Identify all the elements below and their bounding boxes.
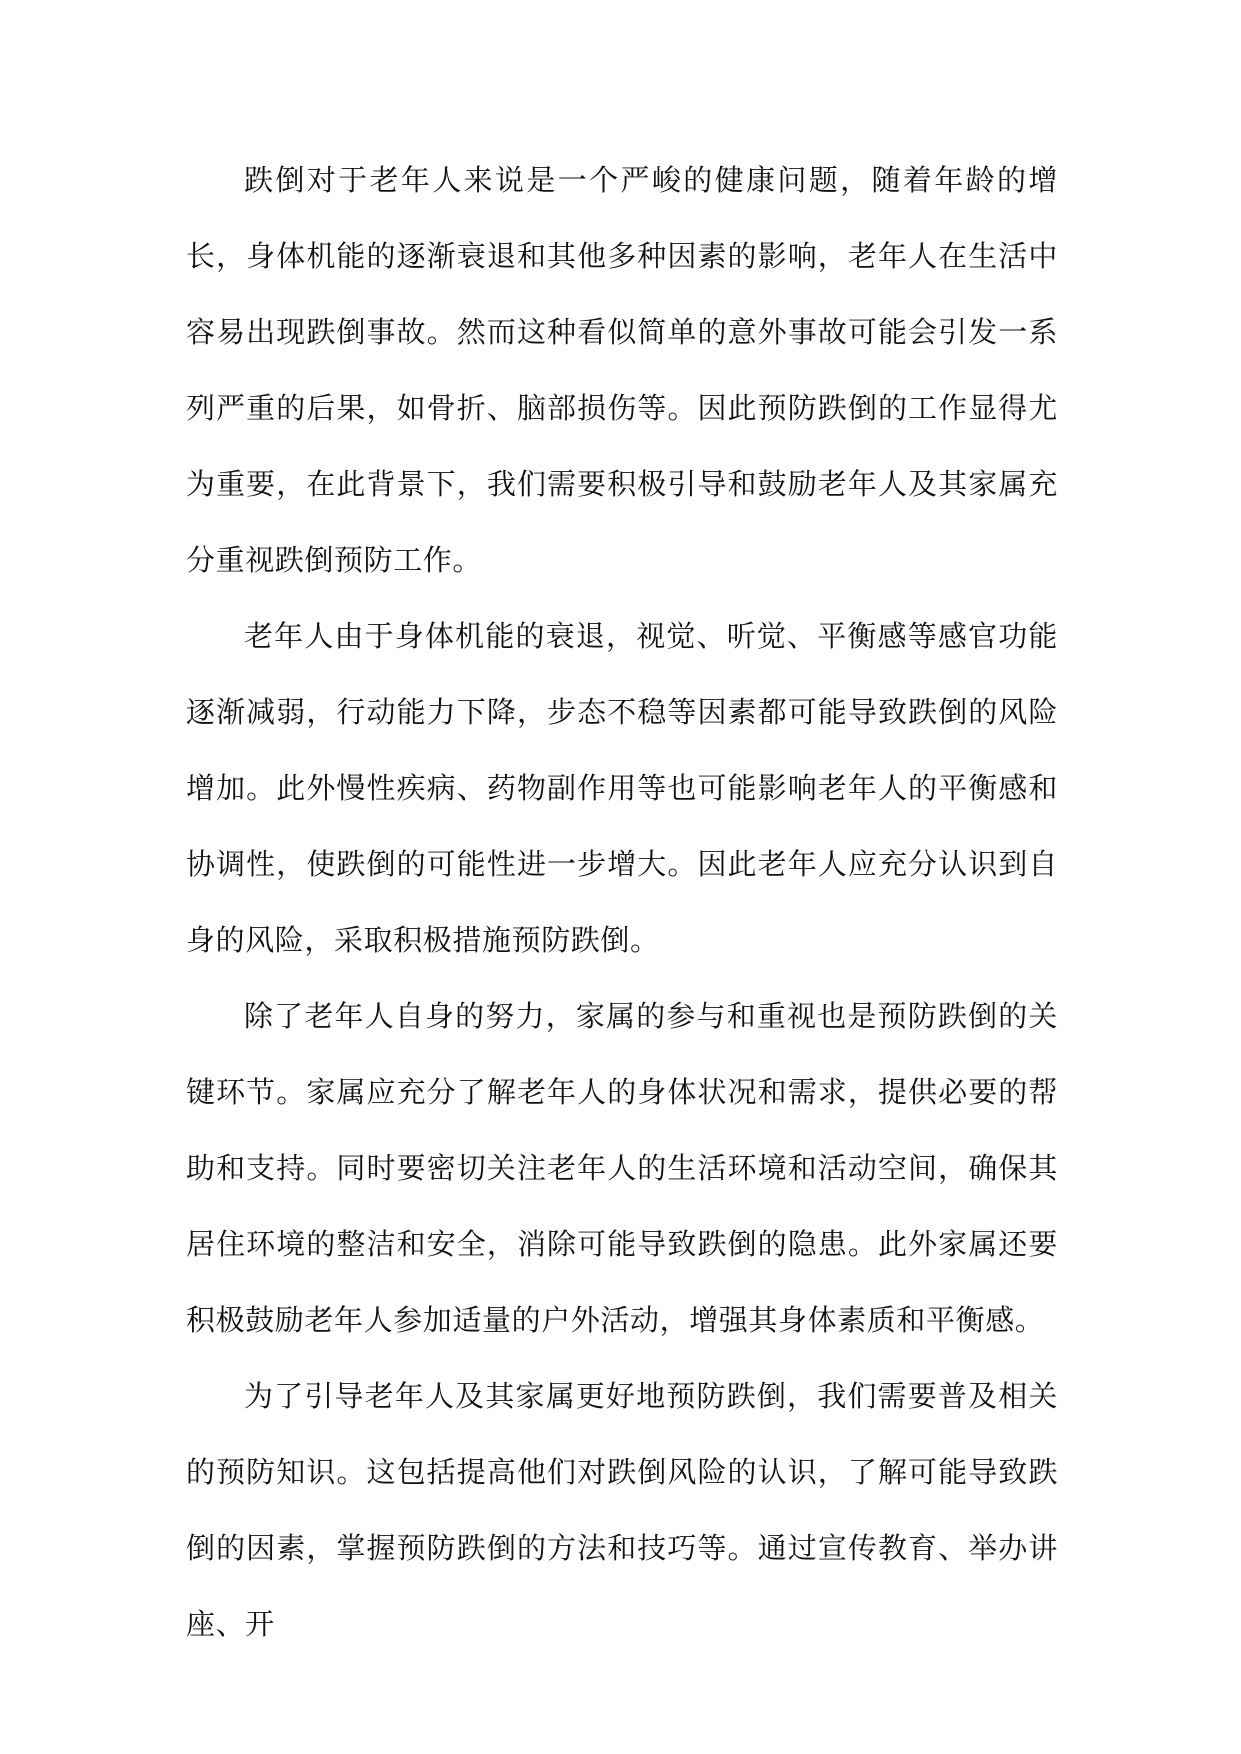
- paragraph-2: 老年人由于身体机能的衰退，视觉、听觉、平衡感等感官功能逐渐减弱，行动能力下降，步态不稳等因素都可能导致跌倒的风险增加。此外慢性疾病、药物副作用等也可能影响老年人的平衡感和协调性，使跌倒的可能性进一步增大。因此老年人应充分认识到自身的风险，采取积极措施预防跌倒。: [186, 619, 1058, 957]
- paragraph-4: 为了引导老年人及其家属更好地预防跌倒，我们需要普及相关的预防知识。这包括提高他们对跌倒风险的认识，了解可能导致跌倒的因素，掌握预防跌倒的方法和技巧等。通过宣传教育、举办讲座、开: [186, 1379, 1058, 1641]
- paragraph-1: 跌倒对于老年人来说是一个严峻的健康问题，随着年龄的增长，身体机能的逐渐衰退和其他多种因素的影响，老年人在生活中容易出现跌倒事故。然而这种看似简单的意外事故可能会引发一系列严重的后果，如骨折、脑部损伤等。因此预防跌倒的工作显得尤为重要，在此背景下，我们需要积极引导和鼓励老年人及其家属充分重视跌倒预防工作。: [186, 163, 1058, 577]
- document-body: [186, 142, 1058, 1662]
- paragraph-3: 除了老年人自身的努力，家属的参与和重视也是预防跌倒的关键环节。家属应充分了解老年人的身体状况和需求，提供必要的帮助和支持。同时要密切关注老年人的生活环境和活动空间，确保其居住环境的整洁和安全，消除可能导致跌倒的隐患。此外家属还要积极鼓励老年人参加适量的户外活动，增强其身体素质和平衡感。: [186, 999, 1058, 1337]
